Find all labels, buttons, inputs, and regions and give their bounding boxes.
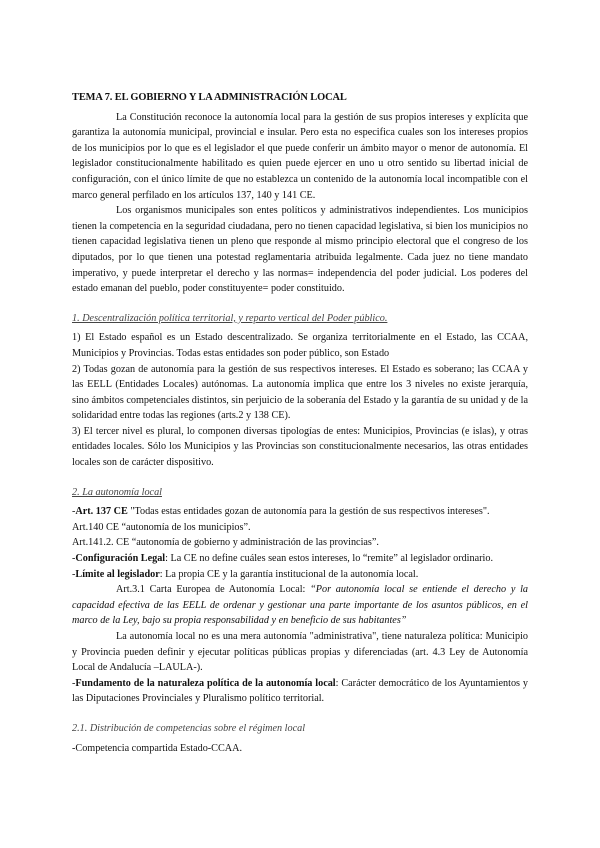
section-1-point-2: 2) Todas gozan de autonomía para la gestión de sus respectivos intereses. El Estado es soberano; las CCAA y las EELL (Entidades Locales) autónomas. La autonomía implica que entre los 3 niveles no existe jerarquía, sino ámbitos competenciales distintos, sin perjuicio de la soberanía del Estado y la garantía de su unidad y de la solidaridad entre todas las regiones (arts.2 y 138 CE). [72,363,528,422]
document-body [72,90,528,756]
fundamento-line [72,676,528,707]
limite-label: Límite al legislador [75,568,160,580]
article-140-line: Art.140 CE “autonomía de los municipios”. [72,521,251,533]
document-title: TEMA 7. EL GOBIERNO Y LA ADMINISTRACIÓN LOCAL [72,92,347,103]
intro-paragraph-1: La Constitución reconoce la autonomía local para la gestión de sus propios intereses y explícita que garantiza la autonomía municipal, provincial e insular. Pero esta no especifica cuales son los intereses propios de los municipios por lo que es el legislador el que puede conferir un ámbito mayor o menor de autonomía. El legislador constitucionalmente habilitado es quien puede ejercer en uno u otro sentido su libertad inicial de configuración, con el único límite de que no establezca un contenido de la autonomía local incompatible con el marco general perfilado en los artículos 137, 140 y 141 CE. [72,111,528,201]
section-1-point-1: 1) El Estado español es un Estado descentralizado. Se organiza territorialmente en el Estado, las CCAA, Municipios y Provincias. Todas estas entidades son poder público, son Estado [72,332,528,359]
article-137-text: "Todas estas entidades gozan de autonomía para la gestión de sus respectivos intereses". [127,506,490,518]
configuracion-prefix: - [72,553,76,565]
configuracion-legal-line [72,551,528,567]
fundamento-text: : Carácter democrático de los Ayuntamientos y las Diputaciones Provinciales y Pluralismo político territorial. [72,677,528,705]
limite-prefix: - [72,568,76,580]
article-137-label: Art. 137 CE [75,506,128,518]
section-2-1-heading: 2.1. Distribución de competencias sobre el régimen local [72,722,306,734]
section-2-heading: 2. La autonomía local [72,486,162,498]
section-1-heading: 1. Descentralización política territorial, y reparto vertical del Poder público. [72,312,388,324]
competencia-compartida-line: -Competencia compartida Estado-CCAA. [72,742,243,754]
article-137-prefix: - [72,506,76,518]
limite-text: : La propia CE y la garantía institucional de la autonomía local. [159,568,419,580]
article-141-line: Art.141.2. CE “autonomía de gobierno y administración de las provincias”. [72,537,379,549]
carta-europea-paragraph [72,582,528,629]
fundamento-prefix: - [72,677,76,689]
configuracion-text: : La CE no define cuáles sean estos intereses, lo “remite” al legislador ordinario. [165,553,493,565]
limite-legislador-line [72,567,528,583]
carta-europea-quote: “Por autonomía local se entiende el derecho y la capacidad efectiva de las EELL de ordenar y gestionar una parte importante de los asuntos públicos, en el marco de la Ley, bajo su propia responsabilidad y en beneficio de sus habitantes” [72,584,528,627]
section-1-point-3: 3) El tercer nivel es plural, lo componen diversas tipologías de entes: Municipios, Provincias (e islas), y otras entidades locales. Sólo los Municipios y las Provincias son constitucionalmente necesarios, las otras entidades locales son de carácter dispositivo. [72,425,528,469]
configuracion-label: Configuración Legal [75,553,166,565]
article-137-line [72,504,528,520]
fundamento-label: Fundamento de la naturaleza política de la autonomía local [75,677,336,689]
carta-europea-lead: Art.3.1 Carta Europea de Autonomía Local: [116,584,311,596]
autonomia-politica-paragraph: La autonomía local no es una mera autonomía "administrativa", tiene naturaleza política: Municipio y Provincia pueden definir y ejecutar políticas públicas propias y diferenciadas (art. 4.3 Ley de Autonomía Local de Andalucía –LAULA-). [72,631,528,674]
intro-paragraph-2: Los organismos municipales son entes políticos y administrativos independientes. Los municipios tienen la competencia en la seguridad ciudadana, pero no tienen capacidad legislativa, si bien los municipios no tienen capacidad legislativa tienen un pleno que responde al mismo principio electoral que el congreso de los diputados, por lo que tienen una potestad reglamentaria atribuida legalmente. Cada juez no tiene mandato imperativo, y puede interpretar el derecho y las normas= independencia del poder judicial. Los poderes del estado emanan del pueblo, poder constituyente= poder constituido. [72,205,528,295]
